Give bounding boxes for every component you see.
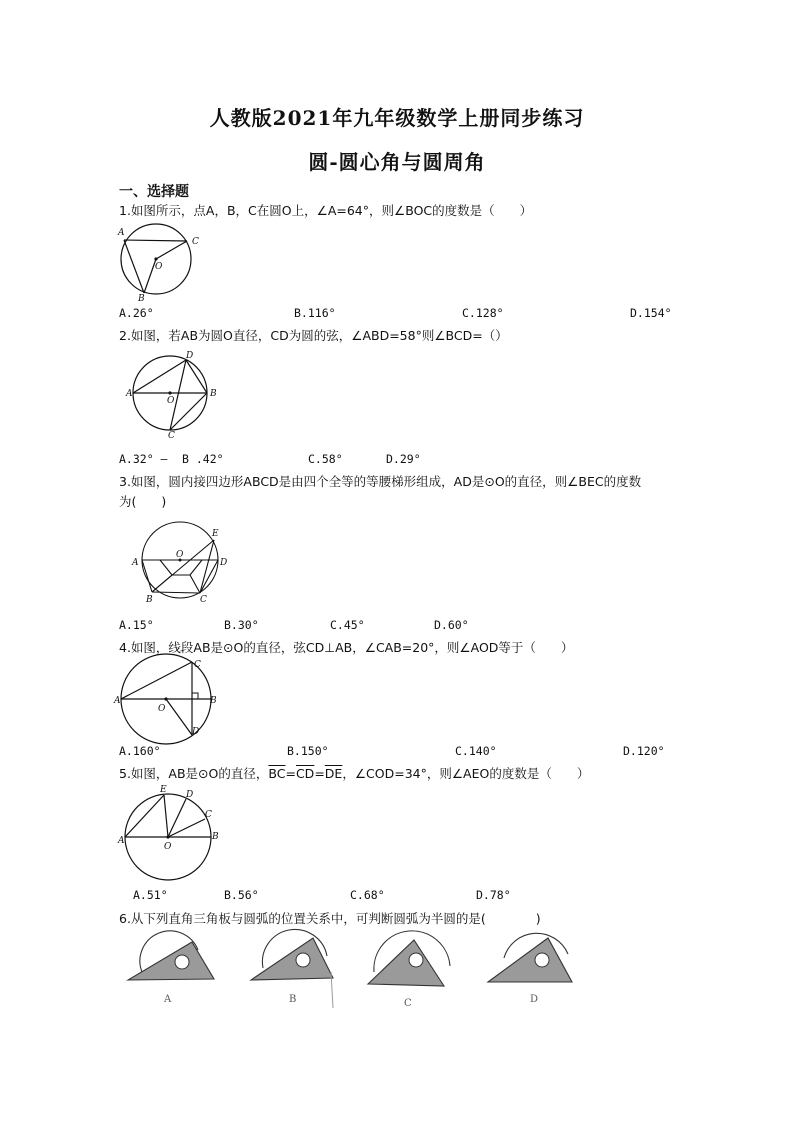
fig6b-label: B [289, 994, 297, 1005]
question-1-text: 1.如图所示，点A，B，C在圆O上，∠A=64°，则∠BOC的度数是（ ） [119, 203, 533, 218]
question-2-figure [126, 350, 226, 440]
fig6c-label: C [404, 998, 412, 1009]
fig4-label-d: D [192, 727, 200, 737]
page-title: 人教版2021年九年级数学上册同步练习 [209, 106, 585, 130]
fig3-label-b: B [146, 595, 153, 605]
question-5-text [119, 764, 589, 782]
fig2-label-d: D [186, 351, 194, 361]
fig1-label-o: O [155, 262, 163, 272]
q3-option-d: D.60° [434, 618, 469, 632]
q5-eq2: = [314, 766, 325, 781]
question-3-figure [130, 520, 230, 605]
fig3-label-e: E [212, 529, 219, 539]
fig2-label-o: O [167, 396, 175, 406]
question-5-figure [120, 787, 220, 882]
fig2-label-a: A [126, 389, 133, 399]
fig4-label-c: C [194, 660, 201, 670]
fig2-label-c: C [168, 431, 175, 441]
fig5-label-a: A [118, 836, 125, 846]
q2-option-b: B .42° [182, 452, 224, 466]
fig5-label-c: C [205, 810, 212, 820]
fig3-label-c: C [200, 595, 207, 605]
q5-arc-de: $\overline{DE}$ [324, 766, 343, 781]
q5-arc-bc: $\overline{BC}$ [268, 766, 286, 781]
fig6d-label: D [530, 994, 539, 1005]
question-4-figure [114, 658, 218, 738]
fig5-label-e: E [160, 785, 167, 795]
q4-option-d: D.120° [623, 744, 665, 758]
q2-option-d: D.29° [386, 452, 421, 466]
q4-option-a: A.160° [119, 744, 161, 758]
q1-option-a: A.26° [119, 306, 154, 320]
q5-option-b: B.56° [224, 888, 259, 902]
q5-text-suffix: ，∠COD=34°，则∠AEO的度数是（ ） [342, 766, 590, 781]
fig3-label-o: O [176, 550, 184, 560]
q5-option-a: A.51° [133, 888, 168, 902]
fig5-label-b: B [212, 832, 219, 842]
fig2-label-b: B [210, 389, 217, 399]
q5-eq1: = [285, 766, 296, 781]
q5-text-prefix: 5.如图，AB是⊙O的直径， [119, 766, 269, 781]
q4-option-b: B.150° [287, 744, 329, 758]
question-6-figure-a [126, 932, 216, 1007]
q5-option-d: D.78° [476, 888, 511, 902]
question-6-text: 6.从下列直角三角板与圆弧的位置关系中，可判断圆弧为半圆的是( ) [119, 911, 541, 926]
fig5-label-o: O [164, 842, 172, 852]
fig6a-label: A [164, 994, 172, 1005]
question-3-text-line2: 为( ) [119, 494, 167, 509]
fig5-label-d: D [186, 790, 194, 800]
q1-option-d: D.154° [630, 306, 672, 320]
question-2-text: 2.如图，若AB为圆O直径，CD为圆的弦，∠ABD=58°则∠BCD=（） [119, 328, 508, 343]
q1-option-c: C.128° [462, 306, 504, 320]
question-1-figure [118, 222, 218, 302]
q3-option-b: B.30° [224, 618, 259, 632]
q5-arc-cd: $\overline{CD}$ [295, 766, 315, 781]
q1-option-b: B.116° [294, 306, 336, 320]
q3-option-c: C.45° [330, 618, 365, 632]
page-subtitle: 圆-圆心角与圆周角 [308, 150, 486, 174]
fig1-label-a: A [118, 228, 125, 238]
fig3-label-d: D [220, 558, 228, 568]
section-heading: 一、选择题 [119, 184, 189, 200]
q5-option-c: C.68° [350, 888, 385, 902]
question-6-figure-d [486, 932, 581, 1007]
question-3-text-line1: 3.如图，圆内接四边形ABCD是由四个全等的等腰梯形组成，AD是⊙O的直径，则∠BEC的度数 [119, 474, 642, 489]
q3-option-a: A.15° [119, 618, 154, 632]
q4-option-c: C.140° [455, 744, 497, 758]
fig1-label-c: C [192, 237, 199, 247]
fig1-label-b: B [138, 294, 145, 304]
question-6-figure-b [249, 932, 339, 1007]
fig4-label-b: B [210, 696, 217, 706]
question-4-text: 4.如图，线段AB是⊙O的直径，弦CD⊥AB，∠CAB=20°，则∠AOD等于（ ） [119, 640, 574, 655]
q2-option-a: A.32° – [119, 452, 168, 466]
question-6-figure-c [366, 932, 461, 1012]
q2-option-c: C.58° [308, 452, 343, 466]
fig4-label-a: A [114, 696, 121, 706]
fig4-label-o: O [158, 704, 166, 714]
fig3-label-a: A [132, 558, 139, 568]
